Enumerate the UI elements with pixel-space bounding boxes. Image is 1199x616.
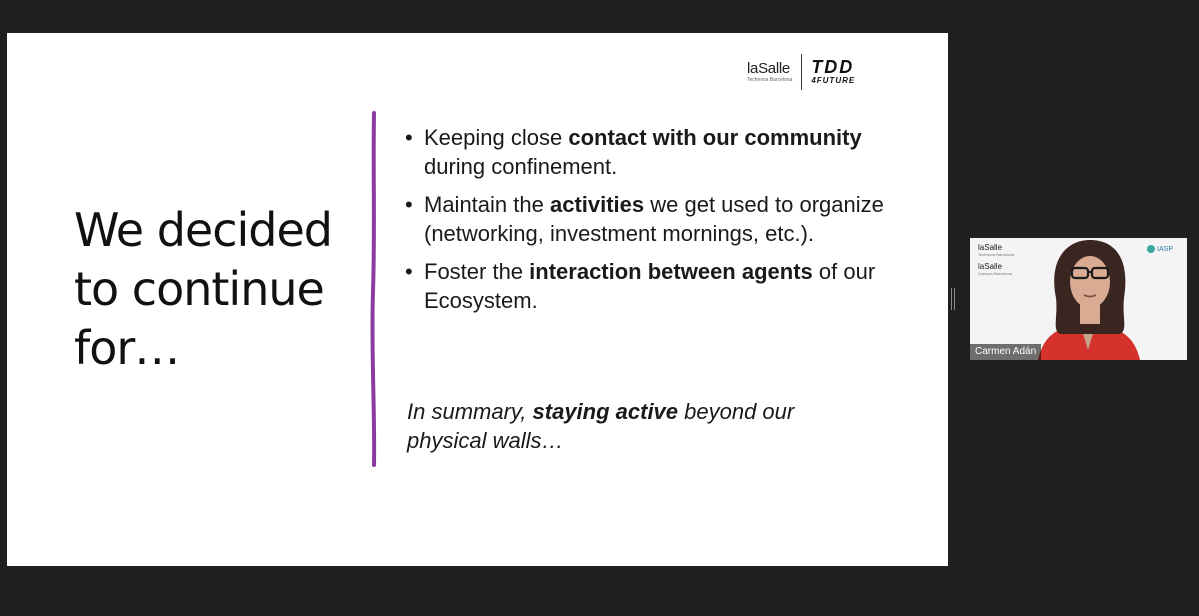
bullet-dot: • [405,125,413,150]
purple-divider-line [367,111,381,467]
logo-divider [801,54,802,90]
bullet-dot: • [405,259,413,284]
bullet-list [405,123,925,324]
summary-text [407,397,867,455]
background-logo-subtext: Campus Barcelona [978,271,1013,276]
slide-title: We decided to continue for… [74,203,332,375]
bullet-item [405,123,925,181]
summary-bold: staying active [532,399,679,424]
tdd-logo-text: TDD [811,57,855,77]
summary-pre: In summary, [407,399,533,424]
participant-video-tile[interactable] [970,238,1187,360]
presentation-slide [7,33,948,566]
bullet-item [405,190,925,248]
bullet-bold-text: interaction between agents [529,259,813,284]
tdd-logo-subtext: 4FUTURE [811,76,856,85]
bullet-text: during confinement. [424,154,618,179]
bullet-text: Foster the [424,259,530,284]
bullet-item [405,257,925,315]
lasalle-logo-text: laSalle [747,59,790,77]
lasalle-logo-subtext: Technova Barcelona [747,76,793,83]
bullet-text: Maintain the [424,192,550,217]
bullet-dot: • [405,192,413,217]
slide-logos [747,53,855,91]
summary-post: beyond our physical walls… [407,399,795,453]
background-logo-lasalle-campus [978,262,1012,276]
bullet-text: Keeping close [424,125,569,150]
participant-video-person [1008,238,1168,360]
background-logo-text: IASP [1157,245,1173,253]
background-logo-text: laSalle [978,262,1003,271]
background-logo-subtext: Technova Barcelona [978,252,1015,257]
tdd-logo [811,59,855,85]
lasalle-logo [747,61,792,84]
bullet-text: of our Ecosystem. [424,259,876,313]
background-logo-text: laSalle [978,243,1003,252]
bullet-text: we get used to organize (networking, investment mornings, etc.). [424,192,884,246]
participant-name-label: Carmen Adán [970,344,1041,360]
bullet-bold-text: activities [549,192,645,217]
bullet-bold-text: contact with our community [568,125,862,150]
panel-resize-handle[interactable] [951,288,957,310]
